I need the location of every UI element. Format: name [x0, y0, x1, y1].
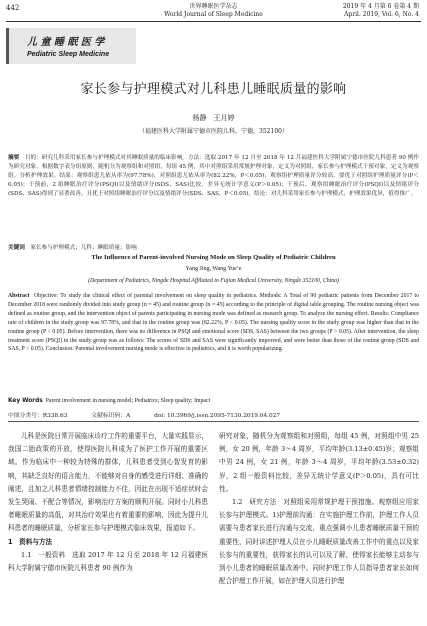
issue-info-cn: 2019 年 4 月第 6 卷第 4 期 [342, 3, 419, 10]
abstract-en-text: Objective: To study the clinical effect of parental involvement on sleep quality in pediatrics. Methods: A Total of 90 pediatric patients from December 2017 to December 2018 were randomly divided into study group (n = 45) and routine group (n = 45) according to the principle of digital table grouping. The routine nursing object was defined as routine group, and the intervention object of parents participating in nursing mode was defined as research group. To analyze the nursing effect. Results: Compliance rate of children in the study group was 97.78%, and that in the routine group was (82.22%, P < 0.05). The nursing quality score in the study group was higher than that in the routine group (P < 0.05). Before intervention, there was no difference in PSQI and emotional score (SDS, SAS) between the two groups (P > 0.05). After intervention, the sleep treatment score (PSQI) in the study group was as follows: The scores of SDS and SAS were significantly improved, and were better than those of the routine group (SDS and SAS, P < 0.05). Conclusion: Parental involvement nursing mode is effective in pediatrics, and it is worth popularizing. [8, 293, 419, 353]
abstract-en-label: Abstract [8, 293, 30, 299]
abstract-cn-text: 目的：研究儿科采用家长参与护理模式对其睡眠质量的临床影响。方法：选取 2017 年 12 月至 2018 年 12 月福建医科大学附属宁德市医院儿科患者 90 例作为研究对象，根据数字表分组原则，随机分为观察组和对照组，每组 45 例，其中对照组采用常规护理对象，定义为对照组，家长参与护理模式干预对象，定义为观察组。分析护理效果。结果：观察组患儿依从率为(97.78%)，对照组患儿依从率为(82.22%，P＜0.05)；观察组护理质量评分较高，要优于对照组护理质量评分(P＜0.05)；干预前，2 组睡眠治疗评分(PSQI)以及情绪评分(SDS、SAS)比较，差异无统计学意义(P＞0.05)；干预后，观察组睡眠治疗评分(PSQI)以及情绪评分(SDS、SAS)得到了显著改善，且优于对照组睡眠治疗评分以及情绪评分(SDS、SAS，P＜0.05)。结论：对儿科采用家长参与护理模式，护理效果优异，值得推广。 [8, 155, 419, 197]
issue-info-en: April. 2019, Vol. 6, No. 4 [344, 11, 419, 18]
authors-en: Yang Jing, Wang Yue’e [185, 266, 242, 272]
body-column-right [219, 430, 419, 588]
document-code: 文献标识码：A [91, 413, 131, 419]
classification-number: 中图分类号：R338.63 [8, 413, 68, 419]
subsection-paragraph: 1.1 一般资料 选取 2017 年 12 月至 2018 年 12 月福建医科大学附属宁德市医院儿科患者 90 例作为 [8, 550, 208, 573]
section-banner-cn: 儿 童 睡 眠 医 学 [27, 37, 105, 48]
abstract-en [8, 292, 419, 354]
article-title-en: The Influence of Parent-involved Nursing Mode on Sleep Quality of Pediatric Children [91, 254, 336, 261]
keywords-cn-text: 家长参与护理模式；儿科；睡眠质量；影响 [30, 245, 137, 251]
body-paragraph: 1.2 研究方法 对照组采用常规护理干预措施。观察组应用家长参与护理模式。1)护理前沟通：在实施护理工作前，护理工作人员需要与患者家长进行沟通与交流，重点强调小儿患者睡眠质量干预的重要性，同时讲述护理人员在小儿睡眠质量改善工作中的重点以及家长参与的重要性，获得家长的认可以及了解，使得家长能够主动参与到小儿患者的睡眠质量改善中。同时护理工作人员指导患者家长如何配合护理工作开展，如在护理人员进行护理 [219, 498, 419, 586]
doi: doi: 10.3969/j.issn.2095-7130.2019.04.027 [154, 413, 281, 419]
keywords-cn [8, 244, 419, 252]
keywords-en-text: Parent involvement in nursing model; Pediatrics; Sleep quality; Impact [45, 398, 211, 404]
authors-cn: 杨静 王月婷 [192, 114, 235, 122]
issue-info [343, 3, 419, 19]
section-heading: 1 资料与方法 [8, 537, 53, 546]
article-title-cn: 家长参与护理模式对儿科患儿睡眠质量的影响 [80, 82, 347, 97]
abstract-cn-label: 摘要 [8, 155, 20, 161]
header-rule [6, 21, 421, 22]
keywords-cn-label: 关键词 [8, 245, 25, 251]
body-paragraph: 研究对象，随机分为观察组和对照组，每组 45 例，对照组中男 25 例，女 20 例，年龄 3～4 周岁，平均年龄(3.13±0.45)岁；观察组中男 24 例，女 21 例，年龄 3～4 周岁，平均年龄(3.53±0.32)岁，2 组一般资料比较，差异无统计学意义(P＞0.05)，具有可比性。 [219, 432, 419, 493]
abstract-cn [8, 154, 419, 199]
affiliation-cn: （福建医科大学附属宁德市医院儿科，宁德，352100） [139, 128, 288, 135]
keywords-en [8, 398, 419, 404]
affiliation-en: (Department of Pediatrics, Ningde Hospital Affiliated to Fujian Medical University, Ningde 352100, China) [88, 278, 339, 284]
intro-paragraph: 儿科是医院日常开展临床诊疗工作的重要平台，大量实践显示，我国二胎政策的开放，使得医院儿科成为了医护工作开展的重要区域。作为临床中一种较为特殊的群体，儿科患者受到心智发育的影响，其缺乏良好的语言能力，不能够对自身的感受进行详细、准确的阐述，且加之儿科患者情绪控制能力不佳，因此在出现不适症状时会发生哭闹、不配合等情况，影响治疗方案的顺利开展。同时小儿科患者睡眠质量的高低，对其治疗效果也有着重要的影响，因此为提升儿科患者的睡眠质量，分析家长参与护理模式临床效果，报道如下。 [8, 432, 208, 533]
body-column-left [8, 430, 208, 575]
keywords-en-label: Key Words [8, 398, 43, 404]
journal-name-cn: 世界睡眠医学杂志 [189, 3, 238, 10]
section-banner [6, 28, 136, 64]
classification-line [8, 410, 419, 419]
classification-rule [8, 421, 419, 422]
section-banner-en: Pediatric Sleep Medicine [27, 51, 110, 58]
page-number: 442 [6, 4, 20, 12]
journal-name [150, 3, 277, 19]
journal-name-en: World Journal of Sleep Medicine [164, 11, 263, 18]
running-header [0, 0, 427, 24]
